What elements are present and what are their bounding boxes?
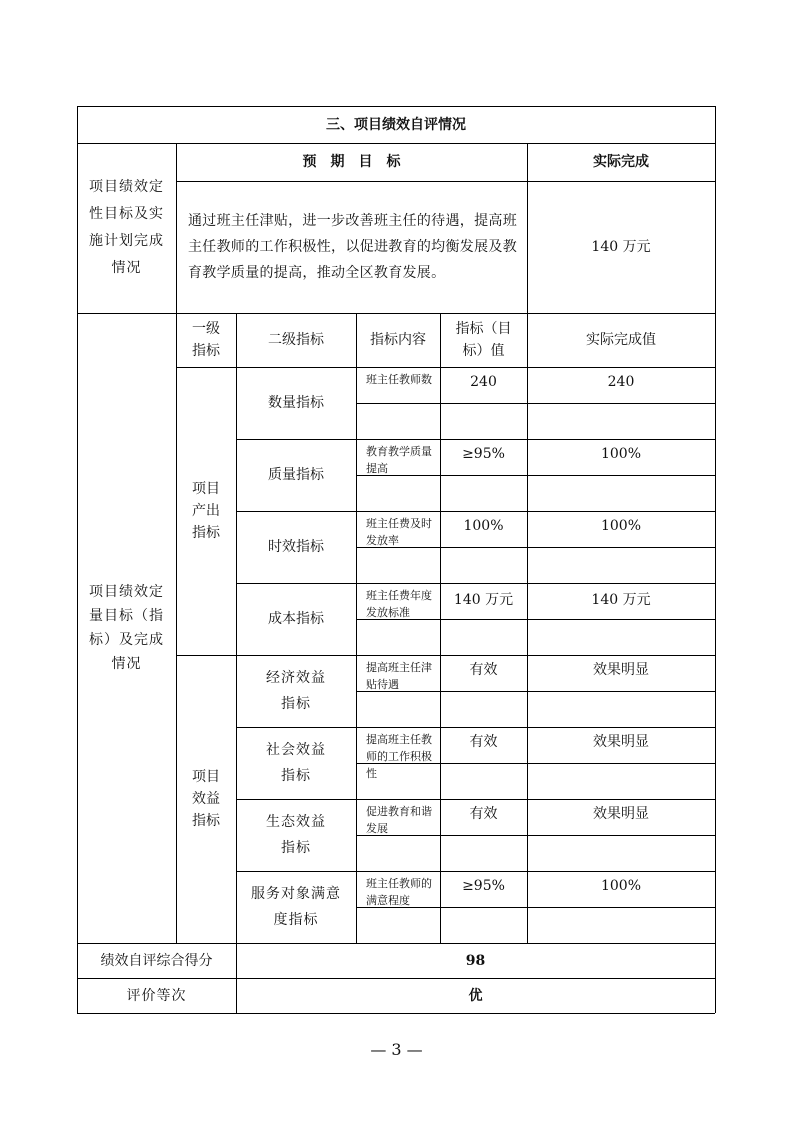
indicator-content: 促进教育和谐发展 (366, 805, 432, 835)
indicator-content: 提高班主任津贴待遇 (366, 661, 432, 691)
actual-value: 140 万元 (591, 239, 651, 255)
expected-header: 预 期 目 标 (302, 154, 401, 170)
score-value: 98 (465, 952, 486, 969)
indicator-target: 100% (463, 518, 504, 534)
header-target: 指标（目标）值 (455, 321, 512, 359)
indicator-actual: 效果明显 (593, 734, 649, 750)
indicator-name: 成本指标 (268, 611, 324, 627)
table-border-bottom (77, 1013, 715, 1014)
rule (440, 313, 441, 943)
group-label-benefit: 项目 效益 指标 (192, 769, 220, 829)
indicator-target: 140 万元 (453, 592, 514, 608)
indicator-content: 班主任费年度发放标准 (366, 589, 432, 619)
indicator-target: 有效 (469, 806, 498, 822)
rule (356, 403, 715, 404)
indicator-content: 班主任费及时发放率 (366, 517, 432, 547)
header-level2: 二级指标 (268, 332, 324, 348)
indicator-name: 服务对象满意度指标 (251, 886, 341, 928)
qual-label: 项目绩效定性目标及实施计划完成情况 (89, 179, 164, 276)
header-actual: 实际完成值 (586, 332, 656, 348)
indicator-actual: 效果明显 (593, 806, 649, 822)
indicator-content: 提高班主任教师的工作积极性 (366, 733, 432, 780)
indicator-actual: 100% (600, 518, 642, 534)
table-border-right (715, 106, 716, 1013)
header-level1: 一级 指标 (192, 321, 220, 359)
indicator-content: 教育教学质量提高 (366, 445, 432, 475)
group-label-output: 项目 产出 指标 (192, 481, 220, 541)
indicator-actual: 140 万元 (591, 592, 651, 608)
quant-label: 项目绩效定量目标（指标）及完成情况 (89, 584, 164, 672)
actual-header: 实际完成 (593, 154, 649, 170)
indicator-target: ≥95% (462, 446, 505, 462)
page-number: — 3 — (370, 1040, 423, 1059)
indicator-name: 经济效益指标 (266, 670, 326, 712)
indicator-name: 数量指标 (268, 395, 324, 411)
indicator-actual: 100% (600, 878, 642, 894)
grade-label: 评价等次 (126, 987, 187, 1004)
indicator-name: 生态效益指标 (266, 814, 326, 856)
indicator-name: 时效指标 (268, 539, 324, 555)
rule (356, 313, 357, 943)
indicator-target: ≥95% (462, 878, 505, 894)
indicator-actual: 效果明显 (593, 662, 649, 678)
indicator-target: 有效 (469, 734, 498, 750)
indicator-actual: 240 (607, 374, 635, 390)
indicator-target: 有效 (469, 662, 498, 678)
indicator-target: 240 (470, 374, 497, 390)
indicator-name: 社会效益指标 (266, 742, 326, 784)
indicator-content: 班主任教师的满意程度 (366, 877, 432, 907)
indicator-name: 质量指标 (268, 467, 324, 483)
indicator-actual: 100% (600, 446, 642, 462)
header-content: 指标内容 (370, 332, 426, 348)
score-label: 绩效自评综合得分 (100, 952, 213, 969)
indicator-content: 班主任教师数 (366, 373, 432, 386)
section-title: 三、项目绩效自评情况 (326, 116, 466, 133)
grade-value: 优 (468, 987, 483, 1004)
rule (527, 313, 528, 943)
expected-text: 通过班主任津贴，进一步改善班主任的待遇，提高班主任教师的工作积极性，以促进教育的均衡发展及教育教学质量的提高，推动全区教育发展。 (188, 213, 517, 281)
